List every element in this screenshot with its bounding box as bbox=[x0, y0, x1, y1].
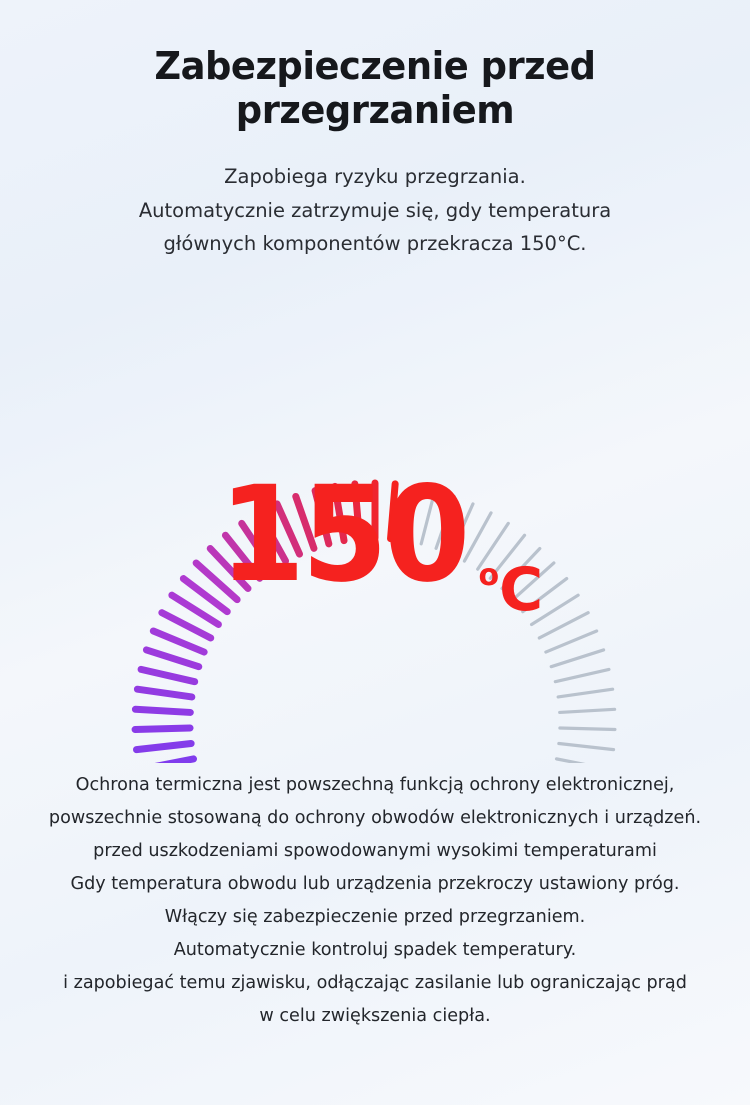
gauge-unit-letter: C bbox=[499, 554, 544, 625]
body-line-5: Włączy się zabezpieczenie przed przegrzaniem. bbox=[164, 906, 586, 927]
body-paragraph bbox=[0, 769, 750, 1034]
body-line-4: Gdy temperatura obwodu lub urządzenia przekroczy ustawiony próg. bbox=[70, 873, 680, 894]
body-line-3: przed uszkodzeniami spowodowanymi wysokimi temperaturami bbox=[93, 840, 657, 861]
gauge-unit-degree: o bbox=[478, 557, 500, 593]
temperature-gauge bbox=[0, 273, 750, 763]
gauge-value: 150 bbox=[218, 457, 467, 612]
body-line-8: w celu zwiększenia ciepła. bbox=[259, 1006, 491, 1027]
gauge-ticks-graphic bbox=[0, 273, 750, 763]
body-line-1: Ochrona termiczna jest powszechną funkcją ochrony elektronicznej, bbox=[75, 774, 675, 795]
intro-line-1: Zapobiega ryzyku przegrzania. bbox=[224, 165, 526, 188]
intro-paragraph bbox=[0, 160, 750, 261]
page-title: Zabezpieczenie przed przegrzaniem bbox=[154, 44, 596, 132]
intro-line-3: głównych komponentów przekracza 150°C. bbox=[163, 232, 587, 256]
body-line-2: powszechnie stosowaną do ochrony obwodów elektronicznych i urządzeń. bbox=[48, 807, 702, 828]
body-line-7: i zapobiegać temu zjawisku, odłączając zasilanie lub ograniczając prąd bbox=[63, 972, 687, 993]
intro-line-2: Automatycznie zatrzymuje się, gdy temperatura bbox=[138, 198, 612, 222]
body-line-6: Automatycznie kontroluj spadek temperatury. bbox=[173, 939, 577, 960]
